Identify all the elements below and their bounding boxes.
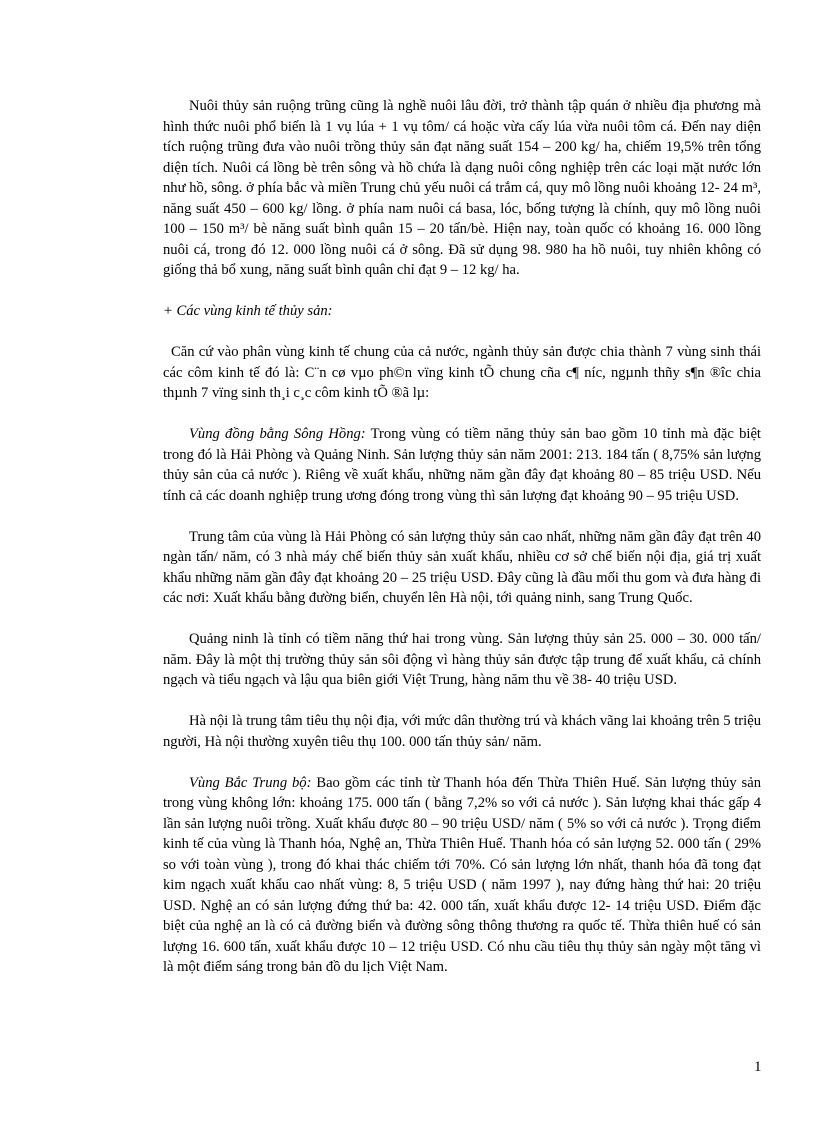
paragraph-north-central: [163, 773, 761, 978]
document-body: [163, 96, 761, 998]
heading-economic-zones: + Các vùng kinh tế thủy sản:: [163, 303, 333, 319]
paragraph-zone-division: Căn cứ vào phân vùng kinh tế chung của cả nước, ngành thủy sản được chia thành 7 vùng sinh thái các côm kinh tế đó là: C¨n cø vµo ph©n vïng kinh tÕ chung cña c¶ níc, ngµnh thñy s¶n ®îc chia thµnh 7 vïng sinh th¸i c¸c côm kinh tÕ ®ã lµ:: [163, 344, 761, 401]
paragraph-hai-phong: Trung tâm của vùng là Hải Phòng có sản lượng thủy sản cao nhất, những năm gần đây đạt trên 40 ngàn tấn/ năm, có 3 nhà máy chế biến thủy sản xuất khẩu, nhiều cơ sở chế biến nội địa, giá trị xuất khẩu những năm gần đây đạt khoảng 20 – 25 triệu USD. Đây cũng là đầu mối thu gom và đưa hàng đi các nơi: Xuất khẩu bằng đường biển, chuyển lên Hà nội, tới quảng ninh, sang Trung Quốc.: [163, 528, 761, 606]
paragraph-red-river-delta: [163, 424, 761, 506]
north-central-text: Bao gồm các tỉnh từ Thanh hóa đến Thừa Thiên Huế. Sản lượng thủy sản trong vùng không lớn: khoảng 175. 000 tấn ( bằng 7,2% so với cả nước ). Sản lượng khai thác gấp 4 lần sản lượng nuôi trồng. Xuất khẩu được 80 – 90 triệu USD/ năm ( 5% so với cả nước ). Trọng điểm kinh tế của vùng là Thanh hóa, Nghệ an, Thừa Thiên Huế. Thanh hóa có sản lượng 52. 000 tấn ( 29% so với toàn vùng ), trong đó khai thác chiếm tới 70%. Có sản lượng lớn nhất, thanh hóa đã tong đạt kim ngạch xuất khẩu cao nhất vùng: 8, 5 triệu USD ( năm 1997 ), nay đứng hàng thứ hai: 20 triệu USD. Nghệ an có sản lượng đứng thứ ba: 42. 000 tấn, xuất khẩu được 12- 14 triệu USD. Điểm đặc biệt của nghệ an là có cả đường biển và đường sông thông thương ra quốc tế. Thừa thiên huế có sản lượng 16. 600 tấn, xuất khẩu được 10 – 12 triệu USD. Có nhu cầu tiêu thụ thủy sản ngày một tăng vì là một điểm sáng trong bản đồ du lịch Việt Nam.: [163, 774, 761, 975]
paragraph-rice-field-aquaculture: Nuôi thủy sản ruộng trũng cũng là nghề nuôi lâu đời, trở thành tập quán ở nhiều địa phương mà hình thức nuôi phổ biến là 1 vụ lúa + 1 vụ tôm/ cá hoặc vừa cấy lúa vừa nuôi tôm cá. Đến nay diện tích ruộng trũng đưa vào nuôi trồng thủy sản đạt năng suất 154 – 200 kg/ ha, chiếm 19,5% trên tổng diện tích. Nuôi cá lồng bè trên sông và hồ chứa là dạng nuôi công nghiệp trên các loại mặt nước lớn như hồ, sông. ở phía bắc và miền Trung chủ yếu nuôi cá trắm cá, quy mô lồng nuôi khoảng 12- 24 m³, năng suất 450 – 600 kg/ lồng. ở phía nam nuôi cá basa, lóc, bống tượng là chính, quy mô lồng nuôi 100 – 150 m³/ bè năng suất bình quân 15 – 20 tấn/bè. Hiện nay, toàn quốc có khoảng 16. 000 lồng nuôi cá, trong đó 12. 000 lồng nuôi cá ở sông. Đã sử dụng 98. 980 ha hồ nuôi, tuy nhiên không có giống thả bổ xung, năng suất bình quân chỉ đạt 9 – 12 kg/ ha.: [163, 98, 761, 278]
paragraph-quang-ninh: Quảng ninh là tỉnh có tiềm năng thứ hai trong vùng. Sản lượng thủy sản 25. 000 – 30. 000 tấn/ năm. Đây là một thị trường thủy sản sôi động vì hàng thủy sản được tập trung để xuất khẩu, cả chính ngạch và tiểu ngạch và lậu qua biên giới Việt Trung, hàng năm thu về 38- 40 triệu USD.: [163, 631, 761, 688]
page-number: 1: [754, 1059, 762, 1075]
north-central-label: Vùng Bắc Trung bộ:: [189, 774, 312, 791]
paragraph-ha-noi: Hà nội là trung tâm tiêu thụ nội địa, với mức dân thường trú và khách vãng lai khoảng trên 5 triệu người, Hà nội thường xuyên tiêu thụ 100. 000 tấn thủy sản/ năm.: [163, 713, 761, 750]
red-river-delta-label: Vùng đồng bằng Sông Hồng:: [189, 426, 366, 442]
red-river-delta-text: Trong vùng có tiềm năng thủy sản bao gồm 10 tỉnh mà đặc biệt trong đó là Hải Phòng và Quảng Ninh. Sản lượng thủy sản năm 2001: 213. 184 tấn ( 8,75% sản lượng thủy sản của cả nước ). Riêng về xuất khẩu, những năm gần đây đạt khoảng 80 – 85 triệu USD. Nếu tính cả các doanh nghiệp trung ương đóng trong vùng thì sản lượng đạt khoảng 90 – 95 triệu USD.: [163, 426, 761, 504]
